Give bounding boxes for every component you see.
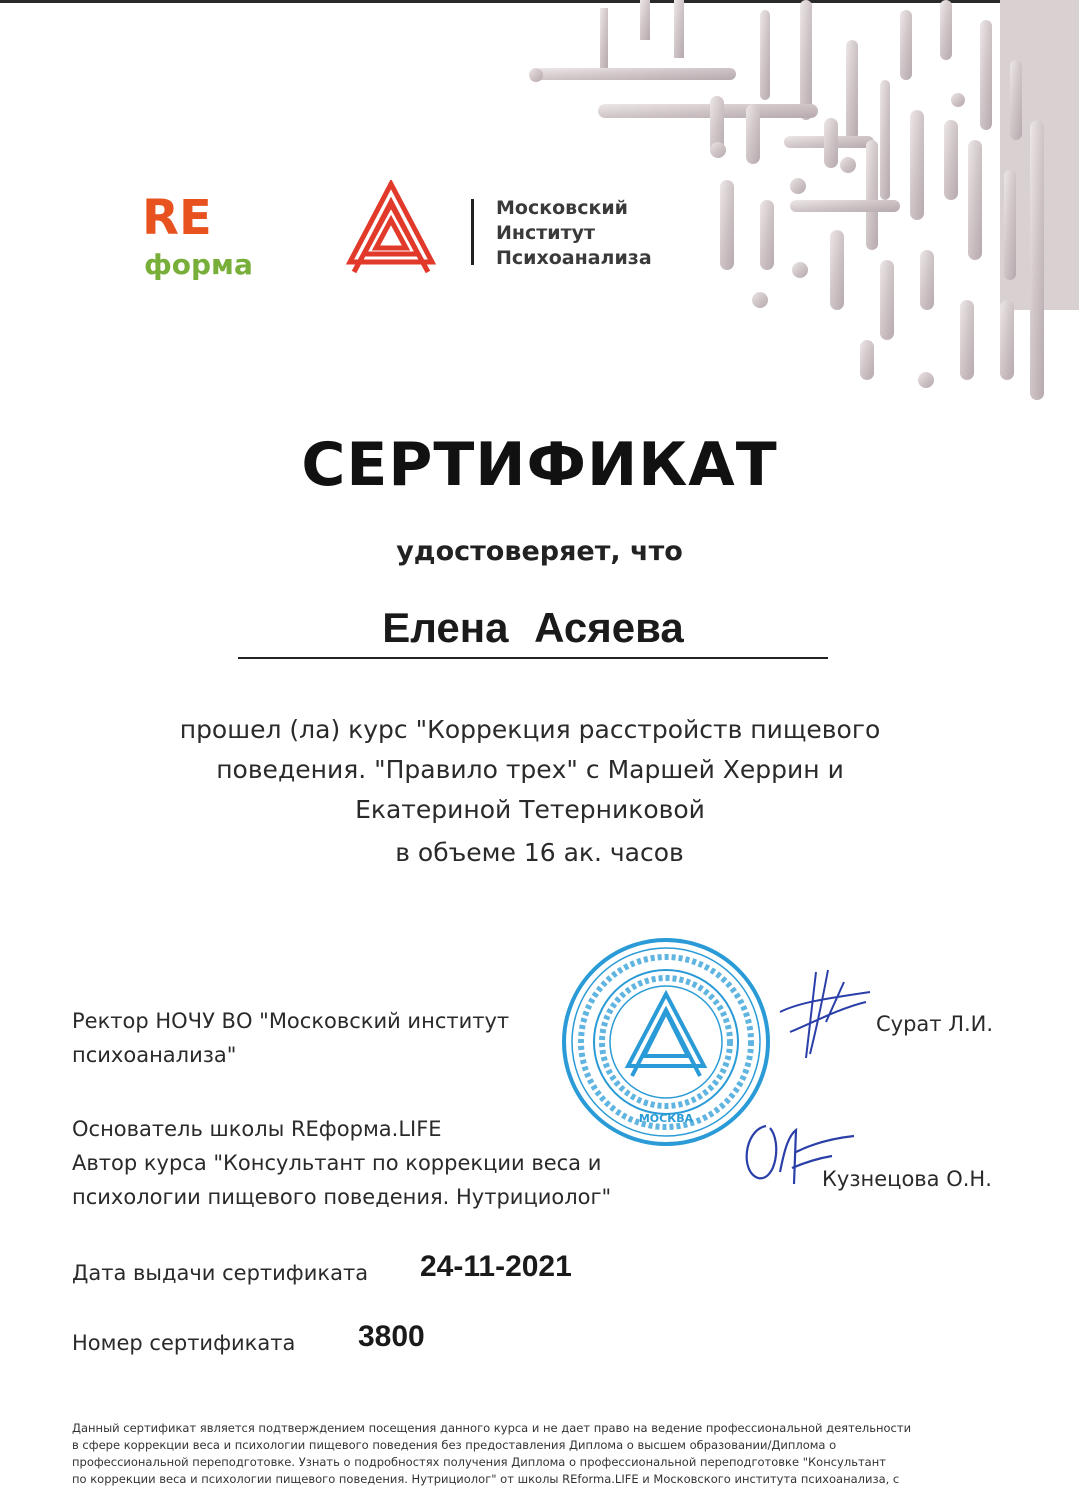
footnote-line-1: Данный сертификат является подтверждением посещения данного курса и не дает право на ведение профессиональной деятельности (72, 1421, 912, 1435)
course-line-3: Екатериной Тетерниковой (355, 795, 705, 824)
mip-name-line-1: Московский (496, 197, 628, 219)
course-description (100, 710, 960, 830)
course-line-2: поведения. "Правило трех" с Маршей Херрин и (216, 755, 844, 784)
svg-text:RE: RE (142, 190, 212, 246)
founder-title-line-1: Основатель школы REформа.LIFE (72, 1117, 442, 1141)
certificate-number-value: 3800 (358, 1320, 425, 1353)
stamp-city: МОСКВА (638, 1112, 694, 1125)
rector-signature (770, 962, 880, 1062)
rector-title (72, 1004, 509, 1072)
reforma-logo (140, 188, 262, 284)
mip-name (496, 196, 652, 271)
course-line-1: прошел (ла) курс "Коррекция расстройств пищевого (179, 715, 881, 744)
footnote-line-2: в сфере коррекции веса и психологии пищевого поведения без предоставления Диплома о высшем образовании/Диплома о (72, 1438, 837, 1452)
recipient-underline (238, 657, 828, 659)
svg-text:форма: форма (144, 248, 253, 281)
rector-name: Сурат Л.И. (876, 1012, 994, 1036)
certificate-title: СЕРТИФИКАТ (301, 430, 778, 500)
founder-name: Кузнецова О.Н. (822, 1167, 992, 1191)
issue-date-label: Дата выдачи сертификата (72, 1261, 369, 1285)
founder-title-line-3: психологии пищевого поведения. Нутрициолог" (72, 1185, 612, 1209)
footnote-line-4: по коррекции веса и психологии пищевого поведения. Нутрициолог" от школы REforma.LIFE и Московского института психоанализа, с (72, 1472, 900, 1486)
recipient-name: Елена Асяева (382, 604, 684, 651)
rector-title-line-2: психоанализа" (72, 1043, 237, 1067)
footnote-line-3: профессиональной переподготовке. Узнать о подробностях получения Диплома о профессиональной переподготовке "Консультант (72, 1455, 886, 1469)
mip-name-line-2: Институт (496, 222, 596, 244)
mip-logo (346, 180, 436, 278)
mip-name-line-3: Психоанализа (496, 247, 652, 269)
certificate-number-label: Номер сертификата (72, 1331, 296, 1355)
logo-divider (471, 199, 474, 265)
founder-title-line-2: Автор курса "Консультант по коррекции веса и (72, 1151, 602, 1175)
founder-title (72, 1112, 611, 1214)
issue-date-value: 24-11-2021 (420, 1250, 572, 1283)
rector-title-line-1: Ректор НОЧУ ВО "Московский институт (72, 1009, 510, 1033)
course-hours: в объеме 16 ак. часов (395, 838, 684, 867)
certificate-subtitle: удостоверяет, что (396, 536, 683, 567)
footnote (72, 1420, 1062, 1488)
